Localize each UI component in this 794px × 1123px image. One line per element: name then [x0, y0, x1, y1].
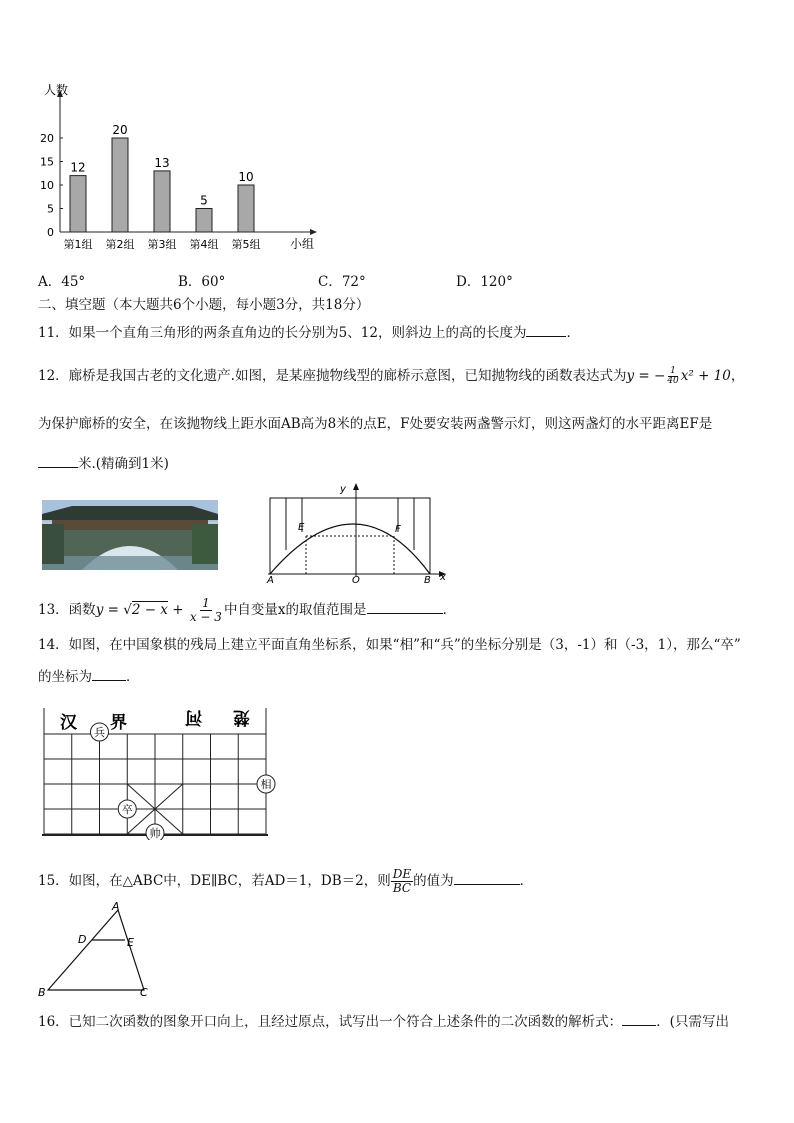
tri-label-E: E: [127, 936, 134, 949]
question-12-line3: [38, 453, 169, 473]
question-12-line2: 为保护廊桥的安全，在该抛物线上距水面AB高为8米的点E，F处要安装两盏警示灯，则这两盏灯的水平距离EF是: [38, 416, 713, 432]
bar: [154, 171, 170, 232]
question-14-line1: 14．如图，在中国象棋的残局上建立平面直角坐标系，如果“相”和“兵”的坐标分别是（3，-1）和（-3，1），那么“卒”: [38, 637, 741, 653]
tri-label-C: C: [140, 986, 148, 999]
q14-answer-blank[interactable]: [92, 666, 126, 681]
label-A: A: [267, 575, 274, 584]
q15-end: ．: [519, 873, 534, 889]
question-15: [38, 868, 533, 895]
river-label-jie: 界: [110, 713, 127, 733]
y-tick-label: 15: [40, 155, 54, 169]
chess-board: [38, 704, 278, 840]
option-b: B．60°: [178, 274, 226, 290]
piece-bing: [91, 723, 109, 741]
q12-formula-y: y = −: [626, 368, 666, 384]
category-label: 第3组: [147, 238, 177, 251]
bar: [70, 176, 86, 232]
y-tick-label: 20: [40, 132, 54, 145]
question-16: [38, 1011, 729, 1031]
q13-sqrt: √2 − x: [123, 602, 168, 618]
q16-end: ．(只需写出: [656, 1014, 729, 1030]
q15-frac-den: BC: [392, 881, 412, 895]
q15-fraction: [391, 868, 413, 895]
piece-xiang: [257, 775, 275, 793]
q13-end: ．: [442, 602, 457, 618]
q13-prefix: 13．函数: [38, 602, 96, 618]
q13-answer-blank[interactable]: [367, 599, 443, 614]
q13-mid: 中自变量x的取值范围是: [223, 602, 367, 618]
q14-end: ．: [126, 669, 140, 685]
bar-value-label: 12: [70, 160, 86, 175]
x-axis-arrow: [310, 229, 317, 235]
category-label: 第4组: [189, 238, 219, 251]
river-label-han: 汉: [60, 713, 77, 733]
bar-value-label: 10: [238, 170, 254, 184]
q11-text: 11．如果一个直角三角形的两条直角边的长分别为5、12，则斜边上的高的长度为: [38, 325, 527, 341]
bar-chart: [30, 78, 330, 258]
label-y: y: [340, 484, 346, 495]
triangle-diagram: [32, 900, 162, 1002]
question-11: [38, 322, 580, 342]
q12-frac-den: 40: [667, 376, 679, 386]
q13-fraction: [188, 597, 224, 624]
q15-frac-num: DE: [392, 867, 412, 881]
bar: [238, 185, 254, 232]
q12-frac-num: 1: [670, 366, 676, 376]
bar-value-label: 5: [200, 193, 208, 208]
q15-answer-blank[interactable]: [454, 870, 520, 885]
category-label: 第2组: [105, 238, 135, 251]
section-title: 二、填空题（本大题共6个小题，每小题3分，共18分）: [38, 297, 370, 313]
bar-value-label: 20: [112, 123, 128, 137]
bridge-diagram: [258, 480, 458, 584]
q11-end: ．: [566, 325, 580, 341]
y-tick-label: 5: [47, 202, 54, 216]
category-label: 第1组: [63, 238, 93, 251]
question-13: [38, 597, 456, 624]
q12-answer-blank[interactable]: [38, 453, 78, 468]
label-O: O: [352, 575, 360, 584]
label-x: x: [440, 572, 446, 583]
q13-frac-den: x − 3: [189, 610, 222, 624]
q12-line1-text: 12．廊桥是我国古老的文化遗产.如图，是某座抛物线型的廊桥示意图，已知抛物线的函数表达式为: [38, 368, 627, 384]
river-label-he: 河: [185, 707, 202, 727]
q16-text: 16．已知二次函数的图象开口向上，且经过原点，试写出一个符合上述条件的二次函数的解析式：: [38, 1014, 623, 1030]
y-axis-label: 人数: [44, 83, 69, 97]
q12-formula-tail: x² + 10: [680, 368, 731, 384]
label-E: E: [298, 522, 305, 533]
bridge-photo-drawing: [42, 500, 218, 570]
bar-value-label: 13: [154, 155, 170, 170]
option-c: C．72°: [318, 274, 366, 290]
label-B: B: [424, 575, 431, 584]
label-F: F: [395, 524, 401, 535]
q12-fraction: [665, 367, 680, 386]
piece-zu: [118, 800, 136, 818]
question-12-line1: [38, 367, 744, 386]
piece-shuai-label: 帅: [149, 827, 161, 840]
tri-label-B: B: [38, 986, 46, 999]
bridge-photo: [42, 500, 218, 570]
river-label-chu: 楚: [233, 707, 250, 727]
option-a: A．45°: [38, 274, 86, 290]
q13-frac-num: 1: [202, 596, 210, 610]
bar: [112, 138, 128, 232]
bar: [196, 209, 212, 233]
q13-plus: +: [167, 602, 188, 618]
q12-comma: ，: [730, 368, 745, 384]
q16-answer-blank[interactable]: [622, 1011, 656, 1026]
q13-sqrt-body: 2 − x: [131, 602, 168, 618]
q15-mid: 的值为: [413, 873, 454, 889]
piece-zu-label: 卒: [121, 803, 133, 816]
tri-label-D: D: [78, 933, 87, 946]
piece-xiang-label: 相: [260, 778, 272, 791]
option-d: D．120°: [456, 274, 513, 290]
y-tick-label: 10: [40, 179, 54, 192]
q13-y-eq: y =: [95, 602, 124, 618]
q12-line3-tail: 米.(精确到1米): [78, 456, 169, 472]
x-axis-label: 小组: [290, 237, 315, 251]
y-tick-label: 0: [47, 226, 54, 239]
category-label: 第5组: [231, 238, 261, 251]
q11-answer-blank[interactable]: [526, 322, 566, 337]
question-14-line2: [38, 666, 140, 686]
tri-label-A: A: [112, 900, 120, 913]
q14-line2-text: 的坐标为: [38, 669, 92, 685]
piece-shuai: [146, 824, 164, 840]
q15-prefix: 15．如图，在△ABC中，DE∥BC，若AD＝1，DB＝2，则: [38, 873, 391, 889]
piece-bing-label: 兵: [94, 726, 105, 739]
